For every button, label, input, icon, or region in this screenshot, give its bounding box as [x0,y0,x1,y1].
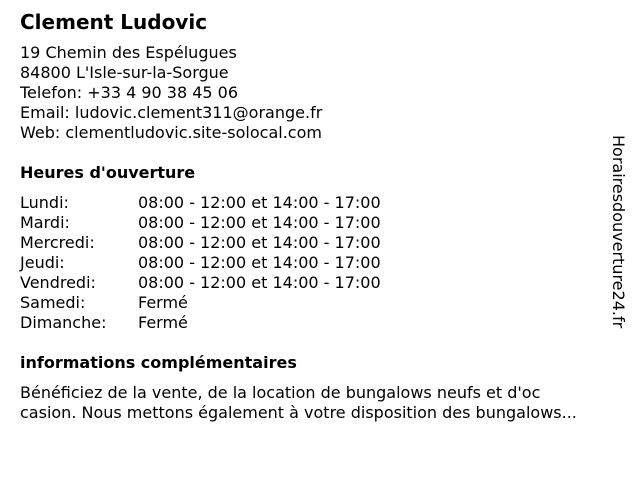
hours-row-thursday [20,253,610,273]
phone-line: Telefon: +33 4 90 38 45 06 [20,83,239,102]
hours-row-wednesday [20,233,610,253]
hours-time-value: 08:00 - 12:00 et 14:00 - 17:00 [138,233,381,252]
hours-day-label: Jeudi: [20,253,65,272]
address-city: 84800 L'Isle-sur-la-Sorgue [20,63,229,82]
additional-info-heading: informations complémentaires [20,353,297,372]
hours-row-tuesday [20,213,610,233]
hours-day-label: Mardi: [20,213,70,232]
hours-time-value: 08:00 - 12:00 et 14:00 - 17:00 [138,193,381,212]
opening-hours-heading: Heures d'ouverture [20,163,196,182]
site-watermark: Horairesdouverture24.fr [609,135,628,329]
additional-info-line-2: casion. Nous mettons également à votre disposition des bungalows... [20,403,577,422]
hours-time-value: 08:00 - 12:00 et 14:00 - 17:00 [138,253,381,272]
hours-day-label: Mercredi: [20,233,95,252]
web-line: Web: clementludovic.site-solocal.com [20,123,322,142]
hours-time-value: 08:00 - 12:00 et 14:00 - 17:00 [138,213,381,232]
hours-day-label: Samedi: [20,293,86,312]
hours-day-label: Lundi: [20,193,69,212]
hours-row-monday [20,193,610,213]
hours-day-label: Vendredi: [20,273,96,292]
hours-time-value: 08:00 - 12:00 et 14:00 - 17:00 [138,273,381,292]
additional-info-line-1: Bénéficiez de la vente, de la location de bungalows neufs et d'oc [20,383,541,402]
business-info-block [20,10,610,423]
hours-row-friday [20,273,610,293]
hours-row-saturday [20,293,610,313]
business-name: Clement Ludovic [20,10,208,34]
hours-time-value: Fermé [138,313,188,332]
hours-time-value: Fermé [138,293,188,312]
additional-info-text [20,383,630,423]
hours-day-label: Dimanche: [20,313,107,332]
email-line: Email: ludovic.clement311@orange.fr [20,103,323,122]
hours-row-sunday [20,313,610,333]
address-street: 19 Chemin des Espélugues [20,43,237,62]
